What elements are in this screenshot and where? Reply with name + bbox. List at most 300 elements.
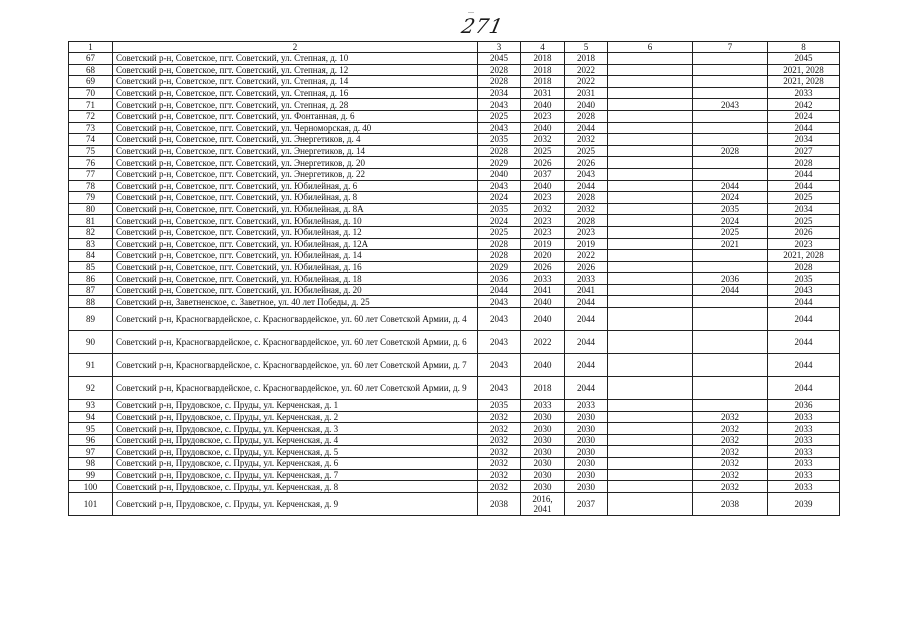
table-row (69, 203, 840, 215)
year-cell-3: 2043 (478, 331, 521, 354)
value-cell-6 (608, 354, 693, 377)
year-cell-4: 2033 (521, 400, 565, 412)
row-number-cell: 90 (69, 331, 113, 354)
year-cell-5: 2031 (565, 87, 608, 99)
value-cell-6 (608, 261, 693, 273)
table-row (69, 423, 840, 435)
value-cell-6 (608, 145, 693, 157)
year-cell-3: 2044 (478, 284, 521, 296)
value-cell-6 (608, 296, 693, 308)
year-cell-5: 2044 (565, 308, 608, 331)
column-header: 7 (693, 42, 768, 53)
table-row (69, 308, 840, 331)
address-cell: Советский р-н, Советское, пгт. Советский, ул. Юбилейная, д. 20 (113, 284, 478, 296)
address-cell: Советский р-н, Прудовское, с. Пруды, ул. Керченская, д. 3 (113, 423, 478, 435)
table-row (69, 122, 840, 134)
year-cell-3: 2032 (478, 481, 521, 493)
year-cell-7: 2043 (693, 99, 768, 111)
year-cell-5: 2044 (565, 377, 608, 400)
year-cell-8: 2028 (768, 157, 840, 169)
year-cell-8: 2044 (768, 377, 840, 400)
row-number-cell: 72 (69, 110, 113, 122)
year-cell-7: 2032 (693, 481, 768, 493)
row-number-cell: 97 (69, 446, 113, 458)
year-cell-7 (693, 377, 768, 400)
year-cell-3: 2032 (478, 458, 521, 470)
address-cell: Советский р-н, Советское, пгт. Советский, ул. Юбилейная, д. 6 (113, 180, 478, 192)
value-cell-6 (608, 400, 693, 412)
year-cell-3: 2029 (478, 261, 521, 273)
year-cell-8: 2028 (768, 261, 840, 273)
value-cell-6 (608, 64, 693, 76)
year-cell-3: 2028 (478, 76, 521, 88)
row-number-cell: 99 (69, 469, 113, 481)
table-row (69, 434, 840, 446)
year-cell-4: 2016, 2041 (521, 492, 565, 515)
year-cell-8: 2044 (768, 180, 840, 192)
address-cell: Советский р-н, Красногвардейское, с. Красногвардейское, ул. 60 лет Советской Армии, д. 4 (113, 308, 478, 331)
table-row (69, 250, 840, 262)
table-row (69, 145, 840, 157)
year-cell-4: 2040 (521, 308, 565, 331)
year-cell-4: 2040 (521, 296, 565, 308)
row-number-cell: 79 (69, 192, 113, 204)
row-number-cell: 81 (69, 215, 113, 227)
table-row (69, 492, 840, 515)
table-row (69, 238, 840, 250)
year-cell-7: 2028 (693, 145, 768, 157)
year-cell-3: 2035 (478, 134, 521, 146)
year-cell-8: 2033 (768, 423, 840, 435)
value-cell-6 (608, 180, 693, 192)
year-cell-7 (693, 122, 768, 134)
year-cell-5: 2019 (565, 238, 608, 250)
year-cell-7: 2036 (693, 273, 768, 285)
year-cell-4: 2040 (521, 122, 565, 134)
year-cell-4: 2030 (521, 434, 565, 446)
row-number-cell: 80 (69, 203, 113, 215)
table-header-row (69, 42, 840, 53)
row-number-cell: 85 (69, 261, 113, 273)
value-cell-6 (608, 168, 693, 180)
table-row (69, 192, 840, 204)
year-cell-4: 2030 (521, 469, 565, 481)
address-cell: Советский р-н, Советское, пгт. Советский, ул. Юбилейная, д. 8А (113, 203, 478, 215)
address-cell: Советский р-н, Красногвардейское, с. Красногвардейское, ул. 60 лет Советской Армии, д. 6 (113, 331, 478, 354)
year-cell-4: 2023 (521, 192, 565, 204)
year-cell-7 (693, 296, 768, 308)
value-cell-6 (608, 273, 693, 285)
table-row (69, 400, 840, 412)
table-row (69, 53, 840, 65)
year-cell-4: 2030 (521, 423, 565, 435)
year-cell-4: 2023 (521, 110, 565, 122)
year-cell-5: 2028 (565, 215, 608, 227)
year-cell-8: 2033 (768, 481, 840, 493)
year-cell-5: 2030 (565, 434, 608, 446)
year-cell-7 (693, 308, 768, 331)
year-cell-3: 2024 (478, 215, 521, 227)
address-cell: Советский р-н, Советское, пгт. Советский, ул. Юбилейная, д. 14 (113, 250, 478, 262)
page-number-mark: ... (468, 6, 474, 15)
year-cell-3: 2043 (478, 99, 521, 111)
year-cell-4: 2040 (521, 180, 565, 192)
table-row (69, 411, 840, 423)
value-cell-6 (608, 157, 693, 169)
table-row (69, 284, 840, 296)
address-cell: Советский р-н, Прудовское, с. Пруды, ул. Керченская, д. 5 (113, 446, 478, 458)
year-cell-3: 2028 (478, 145, 521, 157)
year-cell-7: 2035 (693, 203, 768, 215)
year-cell-3: 2028 (478, 250, 521, 262)
value-cell-6 (608, 481, 693, 493)
year-cell-7: 2032 (693, 423, 768, 435)
year-cell-5: 2026 (565, 157, 608, 169)
table-row (69, 180, 840, 192)
value-cell-6 (608, 134, 693, 146)
table-row (69, 226, 840, 238)
row-number-cell: 100 (69, 481, 113, 493)
repair-schedule-table (68, 41, 840, 516)
year-cell-3: 2043 (478, 180, 521, 192)
row-number-cell: 92 (69, 377, 113, 400)
row-number-cell: 93 (69, 400, 113, 412)
year-cell-7 (693, 87, 768, 99)
value-cell-6 (608, 411, 693, 423)
row-number-cell: 78 (69, 180, 113, 192)
address-cell: Советский р-н, Советское, пгт. Советский, ул. Степная, д. 16 (113, 87, 478, 99)
year-cell-7: 2025 (693, 226, 768, 238)
address-cell: Советский р-н, Красногвардейское, с. Красногвардейское, ул. 60 лет Советской Армии, д. 9 (113, 377, 478, 400)
year-cell-7: 2032 (693, 434, 768, 446)
year-cell-4: 2040 (521, 354, 565, 377)
row-number-cell: 101 (69, 492, 113, 515)
address-cell: Советский р-н, Советское, пгт. Советский, ул. Юбилейная, д. 12А (113, 238, 478, 250)
year-cell-7: 2032 (693, 458, 768, 470)
year-cell-3: 2032 (478, 423, 521, 435)
address-cell: Советский р-н, Заветненское, с. Заветное, ул. 40 лет Победы, д. 25 (113, 296, 478, 308)
year-cell-5: 2037 (565, 492, 608, 515)
year-cell-3: 2045 (478, 53, 521, 65)
table-row (69, 87, 840, 99)
year-cell-3: 2032 (478, 446, 521, 458)
year-cell-3: 2032 (478, 434, 521, 446)
year-cell-4: 2022 (521, 331, 565, 354)
year-cell-7: 2024 (693, 215, 768, 227)
value-cell-6 (608, 192, 693, 204)
year-cell-3: 2040 (478, 168, 521, 180)
year-cell-3: 2035 (478, 400, 521, 412)
year-cell-5: 2030 (565, 423, 608, 435)
value-cell-6 (608, 284, 693, 296)
year-cell-3: 2025 (478, 110, 521, 122)
row-number-cell: 94 (69, 411, 113, 423)
address-cell: Советский р-н, Советское, пгт. Советский, ул. Юбилейная, д. 10 (113, 215, 478, 227)
year-cell-5: 2030 (565, 411, 608, 423)
address-cell: Советский р-н, Прудовское, с. Пруды, ул. Керченская, д. 9 (113, 492, 478, 515)
year-cell-7: 2032 (693, 411, 768, 423)
year-cell-4: 2041 (521, 284, 565, 296)
year-cell-4: 2026 (521, 261, 565, 273)
table-row (69, 458, 840, 470)
row-number-cell: 70 (69, 87, 113, 99)
year-cell-5: 2022 (565, 76, 608, 88)
year-cell-3: 2043 (478, 354, 521, 377)
table-row (69, 99, 840, 111)
year-cell-4: 2030 (521, 458, 565, 470)
address-cell: Советский р-н, Прудовское, с. Пруды, ул. Керченская, д. 6 (113, 458, 478, 470)
year-cell-8: 2033 (768, 458, 840, 470)
year-cell-4: 2040 (521, 99, 565, 111)
row-number-cell: 71 (69, 99, 113, 111)
year-cell-8: 2021, 2028 (768, 76, 840, 88)
table-row (69, 134, 840, 146)
year-cell-5: 2022 (565, 64, 608, 76)
year-cell-4: 2018 (521, 64, 565, 76)
year-cell-3: 2043 (478, 296, 521, 308)
table-row (69, 331, 840, 354)
year-cell-7 (693, 400, 768, 412)
year-cell-8: 2021, 2028 (768, 64, 840, 76)
year-cell-3: 2038 (478, 492, 521, 515)
row-number-cell: 73 (69, 122, 113, 134)
year-cell-3: 2032 (478, 469, 521, 481)
address-cell: Советский р-н, Прудовское, с. Пруды, ул. Керченская, д. 7 (113, 469, 478, 481)
column-header: 4 (521, 42, 565, 53)
year-cell-5: 2018 (565, 53, 608, 65)
row-number-cell: 83 (69, 238, 113, 250)
address-cell: Советский р-н, Советское, пгт. Советский, ул. Черноморская, д. 40 (113, 122, 478, 134)
year-cell-7: 2044 (693, 180, 768, 192)
year-cell-7 (693, 110, 768, 122)
row-number-cell: 89 (69, 308, 113, 331)
year-cell-8: 2023 (768, 238, 840, 250)
year-cell-7 (693, 354, 768, 377)
year-cell-4: 2020 (521, 250, 565, 262)
address-cell: Советский р-н, Советское, пгт. Советский, ул. Юбилейная, д. 8 (113, 192, 478, 204)
year-cell-7 (693, 250, 768, 262)
address-cell: Советский р-н, Советское, пгт. Советский, ул. Степная, д. 10 (113, 53, 478, 65)
year-cell-8: 2034 (768, 203, 840, 215)
year-cell-5: 2032 (565, 134, 608, 146)
table-row (69, 377, 840, 400)
year-cell-4: 2030 (521, 411, 565, 423)
value-cell-6 (608, 122, 693, 134)
year-cell-8: 2044 (768, 308, 840, 331)
year-cell-3: 2025 (478, 226, 521, 238)
value-cell-6 (608, 53, 693, 65)
page-number: 271 (459, 14, 506, 38)
year-cell-7: 2044 (693, 284, 768, 296)
table-row (69, 273, 840, 285)
address-cell: Советский р-н, Советское, пгт. Советский, ул. Степная, д. 14 (113, 76, 478, 88)
address-cell: Советский р-н, Прудовское, с. Пруды, ул. Керченская, д. 4 (113, 434, 478, 446)
year-cell-5: 2044 (565, 296, 608, 308)
year-cell-8: 2024 (768, 110, 840, 122)
value-cell-6 (608, 110, 693, 122)
year-cell-5: 2041 (565, 284, 608, 296)
year-cell-4: 2030 (521, 481, 565, 493)
column-header: 6 (608, 42, 693, 53)
year-cell-8: 2021, 2028 (768, 250, 840, 262)
year-cell-8: 2033 (768, 434, 840, 446)
table-row (69, 469, 840, 481)
year-cell-8: 2033 (768, 469, 840, 481)
value-cell-6 (608, 458, 693, 470)
table-row (69, 446, 840, 458)
value-cell-6 (608, 76, 693, 88)
value-cell-6 (608, 203, 693, 215)
year-cell-8: 2044 (768, 122, 840, 134)
value-cell-6 (608, 226, 693, 238)
value-cell-6 (608, 308, 693, 331)
row-number-cell: 87 (69, 284, 113, 296)
address-cell: Советский р-н, Советское, пгт. Советский, ул. Юбилейная, д. 16 (113, 261, 478, 273)
value-cell-6 (608, 215, 693, 227)
year-cell-8: 2034 (768, 134, 840, 146)
year-cell-4: 2023 (521, 226, 565, 238)
address-cell: Советский р-н, Прудовское, с. Пруды, ул. Керченская, д. 1 (113, 400, 478, 412)
year-cell-3: 2028 (478, 238, 521, 250)
column-header: 1 (69, 42, 113, 53)
year-cell-8: 2025 (768, 215, 840, 227)
year-cell-4: 2026 (521, 157, 565, 169)
year-cell-7 (693, 331, 768, 354)
year-cell-5: 2032 (565, 203, 608, 215)
year-cell-8: 2044 (768, 168, 840, 180)
year-cell-7: 2032 (693, 469, 768, 481)
year-cell-7 (693, 134, 768, 146)
year-cell-8: 2036 (768, 400, 840, 412)
year-cell-5: 2044 (565, 122, 608, 134)
year-cell-8: 2044 (768, 296, 840, 308)
value-cell-6 (608, 423, 693, 435)
row-number-cell: 69 (69, 76, 113, 88)
year-cell-5: 2044 (565, 354, 608, 377)
address-cell: Советский р-н, Советское, пгт. Советский, ул. Степная, д. 12 (113, 64, 478, 76)
row-number-cell: 84 (69, 250, 113, 262)
address-cell: Советский р-н, Советское, пгт. Советский, ул. Степная, д. 28 (113, 99, 478, 111)
year-cell-3: 2043 (478, 122, 521, 134)
row-number-cell: 96 (69, 434, 113, 446)
year-cell-8: 2033 (768, 87, 840, 99)
value-cell-6 (608, 250, 693, 262)
table-row (69, 110, 840, 122)
address-cell: Советский р-н, Прудовское, с. Пруды, ул. Керченская, д. 8 (113, 481, 478, 493)
year-cell-4: 2019 (521, 238, 565, 250)
year-cell-5: 2033 (565, 400, 608, 412)
year-cell-7: 2021 (693, 238, 768, 250)
row-number-cell: 91 (69, 354, 113, 377)
year-cell-8: 2044 (768, 331, 840, 354)
year-cell-3: 2043 (478, 377, 521, 400)
table-row (69, 168, 840, 180)
address-cell: Советский р-н, Советское, пгт. Советский, ул. Энергетиков, д. 20 (113, 157, 478, 169)
year-cell-5: 2044 (565, 180, 608, 192)
table-row (69, 481, 840, 493)
year-cell-5: 2044 (565, 331, 608, 354)
year-cell-5: 2022 (565, 250, 608, 262)
column-header: 8 (768, 42, 840, 53)
value-cell-6 (608, 87, 693, 99)
year-cell-8: 2042 (768, 99, 840, 111)
year-cell-5: 2030 (565, 481, 608, 493)
year-cell-5: 2028 (565, 192, 608, 204)
address-cell: Советский р-н, Прудовское, с. Пруды, ул. Керченская, д. 2 (113, 411, 478, 423)
year-cell-4: 2032 (521, 134, 565, 146)
year-cell-7: 2024 (693, 192, 768, 204)
year-cell-3: 2029 (478, 157, 521, 169)
value-cell-6 (608, 492, 693, 515)
value-cell-6 (608, 446, 693, 458)
year-cell-8: 2025 (768, 192, 840, 204)
year-cell-7 (693, 76, 768, 88)
column-header: 3 (478, 42, 521, 53)
year-cell-3: 2034 (478, 87, 521, 99)
row-number-cell: 77 (69, 168, 113, 180)
value-cell-6 (608, 434, 693, 446)
year-cell-8: 2027 (768, 145, 840, 157)
year-cell-8: 2033 (768, 411, 840, 423)
address-cell: Советский р-н, Советское, пгт. Советский, ул. Энергетиков, д. 22 (113, 168, 478, 180)
year-cell-5: 2033 (565, 273, 608, 285)
address-cell: Советский р-н, Советское, пгт. Советский, ул. Фонтанная, д. 6 (113, 110, 478, 122)
year-cell-5: 2025 (565, 145, 608, 157)
year-cell-8: 2026 (768, 226, 840, 238)
year-cell-5: 2030 (565, 446, 608, 458)
row-number-cell: 86 (69, 273, 113, 285)
year-cell-4: 2018 (521, 377, 565, 400)
year-cell-3: 2024 (478, 192, 521, 204)
year-cell-7 (693, 168, 768, 180)
table-row (69, 76, 840, 88)
address-cell: Советский р-н, Советское, пгт. Советский, ул. Энергетиков, д. 14 (113, 145, 478, 157)
table-row (69, 64, 840, 76)
year-cell-4: 2023 (521, 215, 565, 227)
year-cell-5: 2030 (565, 469, 608, 481)
row-number-cell: 68 (69, 64, 113, 76)
value-cell-6 (608, 469, 693, 481)
year-cell-5: 2030 (565, 458, 608, 470)
year-cell-7 (693, 64, 768, 76)
year-cell-8: 2033 (768, 446, 840, 458)
column-header: 5 (565, 42, 608, 53)
value-cell-6 (608, 331, 693, 354)
year-cell-3: 2032 (478, 411, 521, 423)
year-cell-5: 2023 (565, 226, 608, 238)
year-cell-8: 2039 (768, 492, 840, 515)
row-number-cell: 95 (69, 423, 113, 435)
year-cell-4: 2018 (521, 76, 565, 88)
year-cell-5: 2026 (565, 261, 608, 273)
row-number-cell: 74 (69, 134, 113, 146)
year-cell-7: 2032 (693, 446, 768, 458)
address-cell: Советский р-н, Советское, пгт. Советский, ул. Юбилейная, д. 18 (113, 273, 478, 285)
year-cell-3: 2036 (478, 273, 521, 285)
row-number-cell: 67 (69, 53, 113, 65)
column-header: 2 (113, 42, 478, 53)
year-cell-3: 2035 (478, 203, 521, 215)
year-cell-4: 2031 (521, 87, 565, 99)
address-cell: Советский р-н, Советское, пгт. Советский, ул. Юбилейная, д. 12 (113, 226, 478, 238)
year-cell-5: 2040 (565, 99, 608, 111)
row-number-cell: 88 (69, 296, 113, 308)
value-cell-6 (608, 238, 693, 250)
row-number-cell: 82 (69, 226, 113, 238)
table-row (69, 261, 840, 273)
year-cell-7 (693, 53, 768, 65)
table-body (69, 53, 840, 516)
